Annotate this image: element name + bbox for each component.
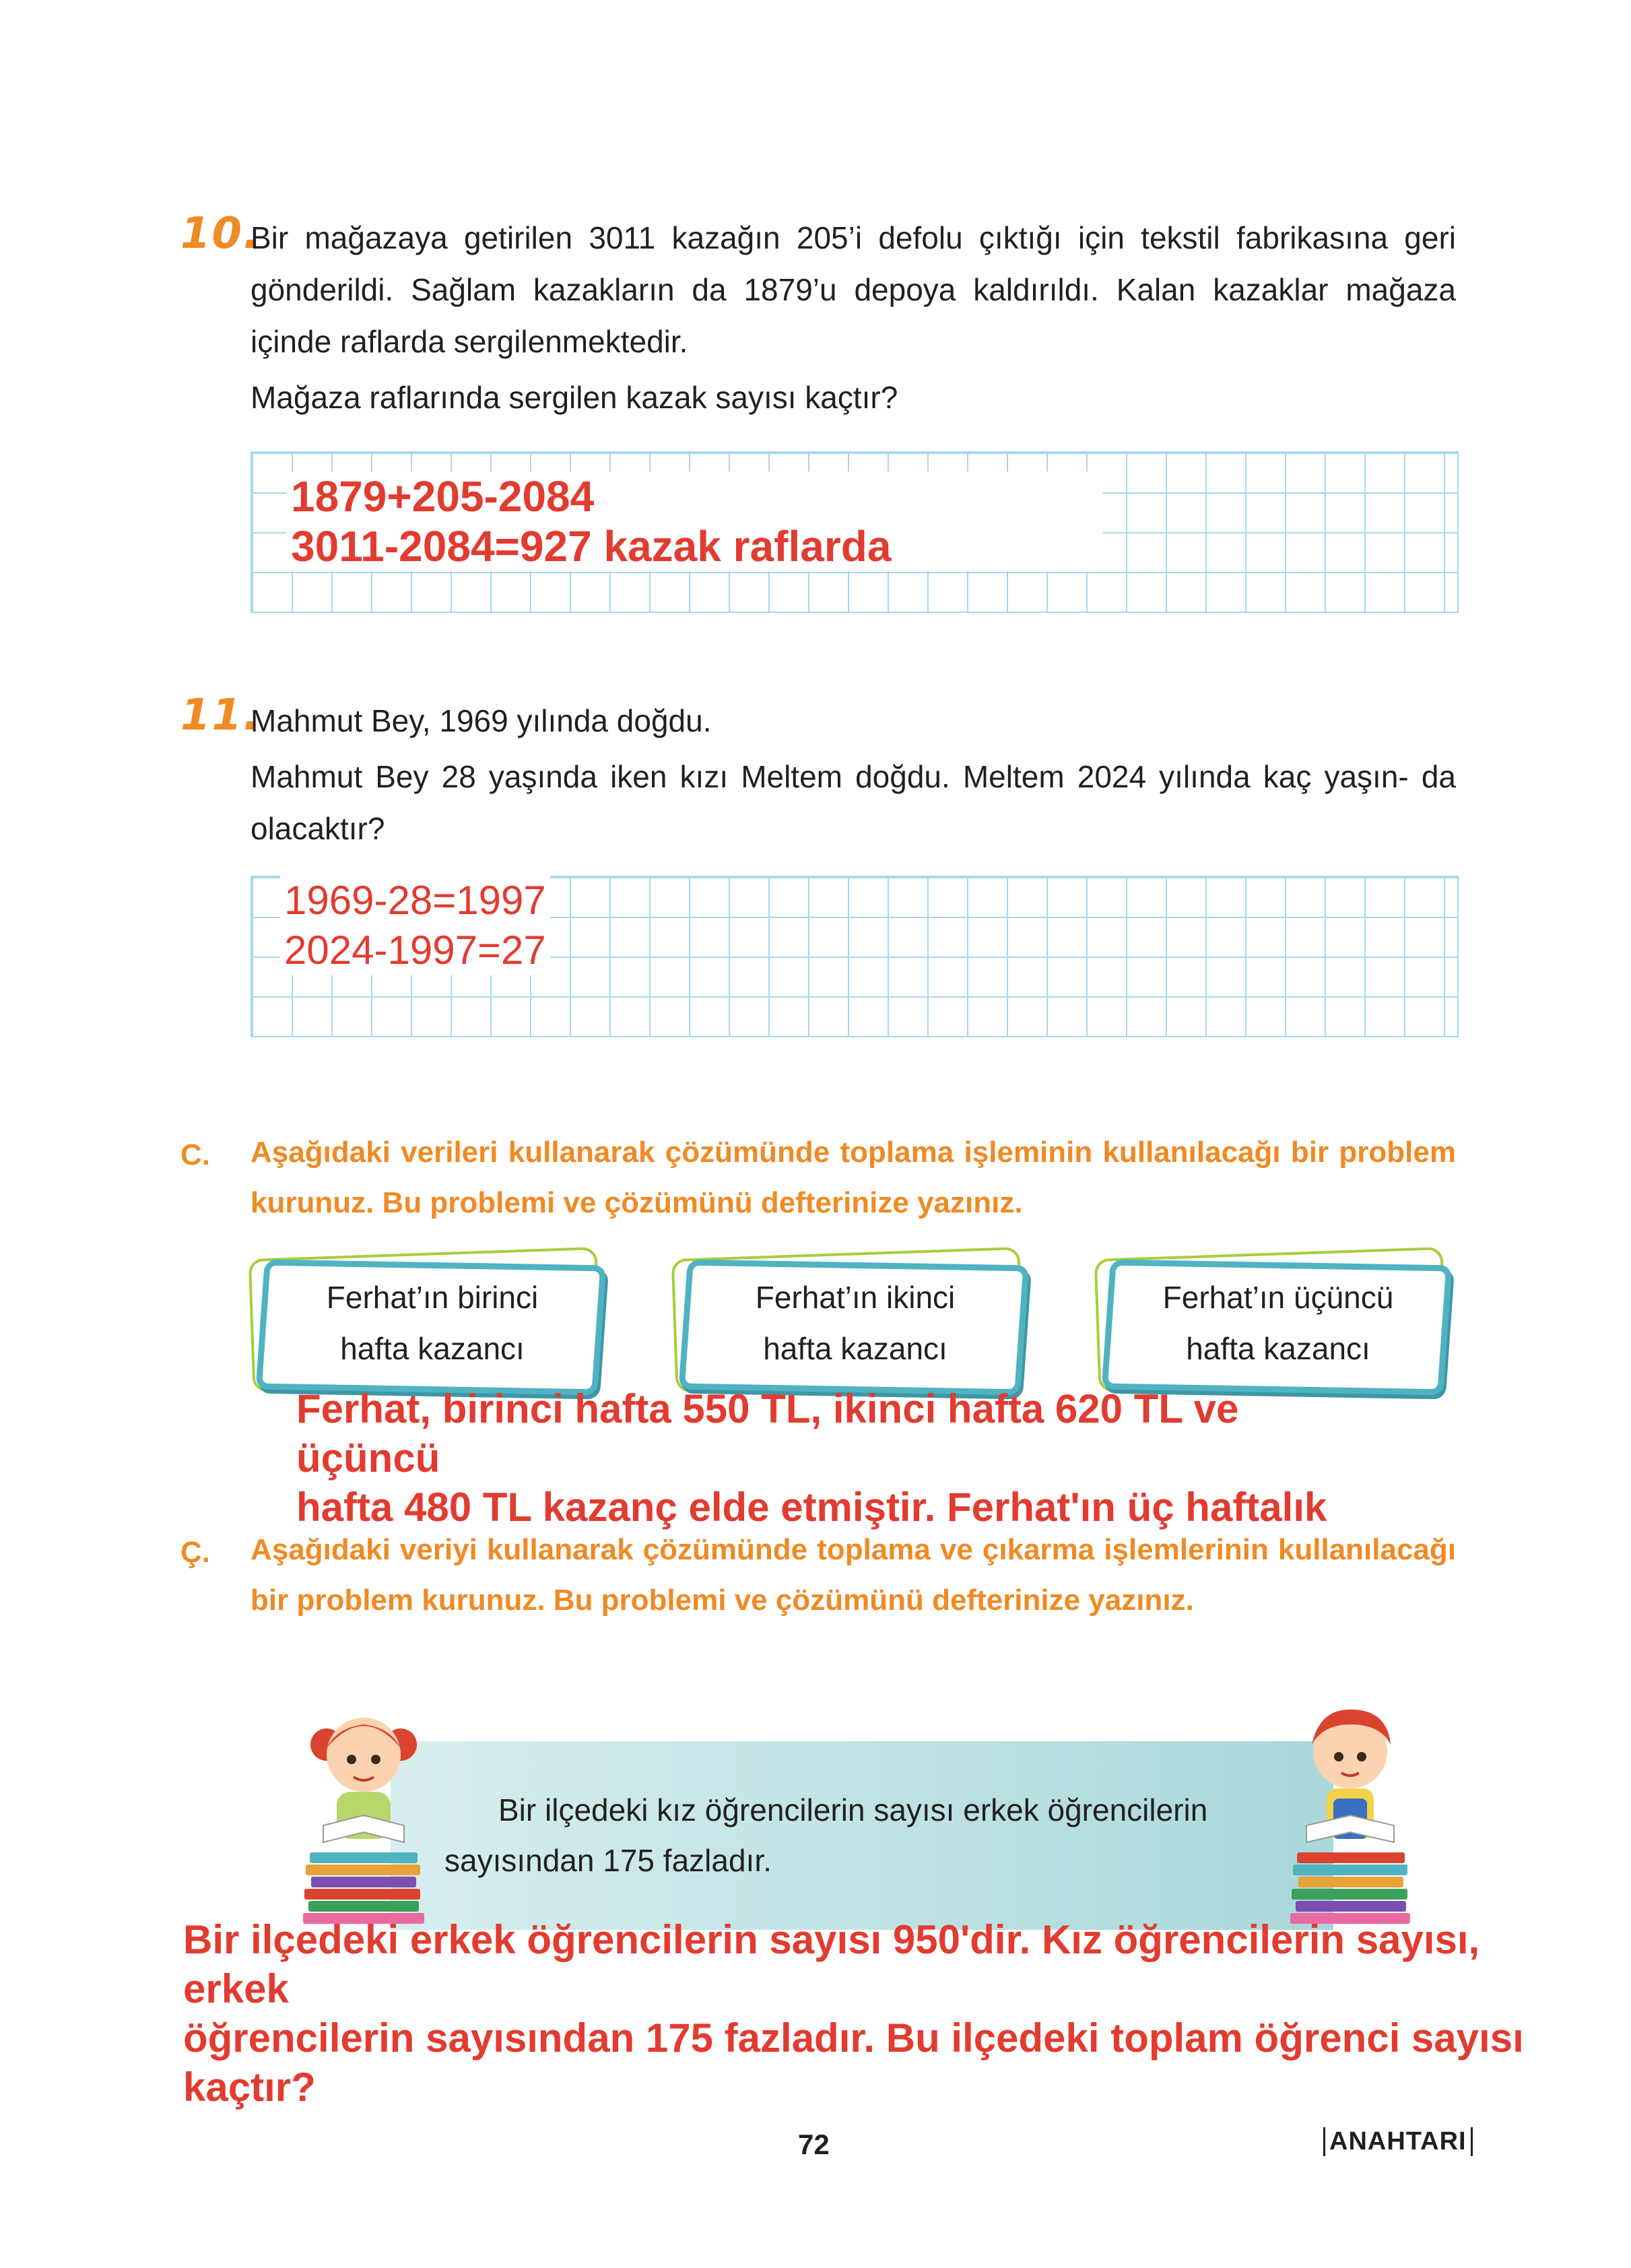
section-cc-answer-line-3: öğrencilerin sayısından 175 fazladır. Bu ilçedeki toplam öğrenci sayısı <box>183 2015 1524 2061</box>
card-label <box>1110 1272 1446 1374</box>
answer-key-label: ANAHTARI <box>1323 2127 1473 2156</box>
question-11-text: Mahmut Bey, 1969 yılında doğdu. <box>251 703 712 738</box>
card-label-line-1: Ferhat’ın ikinci <box>755 1280 956 1315</box>
data-card-week-1 <box>251 1253 607 1394</box>
section-cc-answer-line-1: Bir ilçedeki erkek öğrencilerin sayısı 950'dir. Kız öğrencilerin sayısı, <box>183 1917 1480 1962</box>
card-label-line-2: hafta kazancı <box>340 1331 525 1366</box>
card-label-line-1: Ferhat’ın birinci <box>326 1280 539 1315</box>
answer-10-line-2: 3011-2084=927 kazak raflarda <box>287 521 1103 571</box>
section-cc-letter: Ç. <box>180 1536 210 1569</box>
answer-11 <box>280 876 550 975</box>
boy-reading-illustration <box>1286 1697 1414 1926</box>
answer-11-line-2: 2024-1997=27 <box>280 926 550 975</box>
section-c-answer <box>296 1384 1455 1532</box>
section-cc-instructions: Aşağıdaki veriyi kullanarak çözümünde toplama ve çıkarma işlemlerinin kullanılacağı bir problem kurunuz. Bu problemi ve çözümünü defterinize yazınız. <box>251 1533 1456 1617</box>
girl-reading-illustration <box>296 1697 431 1926</box>
boy-icon <box>1286 1697 1414 1926</box>
section-c-answer-line-1: Ferhat, birinci hafta 550 TL, ikinci hafta 620 TL ve <box>296 1386 1239 1431</box>
question-10-text: Bir mağazaya getirilen 3011 kazağın 205’i defolu çıktığı için tekstil fabrikasına geri gönderildi. Sağlam kazakların da 1879’u depoya kaldırıldı. Kalan kazaklar mağaza içinde raflarda sergilenmektedir. <box>251 220 1456 359</box>
question-11-prompt: Mahmut Bey 28 yaşında iken kızı Meltem doğdu. Meltem 2024 yılında kaç yaşın- da olacaktır? <box>251 759 1456 846</box>
section-c-answer-line-3: hafta 480 TL kazanç elde etmiştir. Ferhat'ın üç haftalık <box>296 1485 1327 1530</box>
section-c-instructions: Aşağıdaki verileri kullanarak çözümünde toplama işleminin kullanılacağı bir problem kurunuz. Bu problemi ve çözümünü defterinize yazınız. <box>251 1136 1456 1219</box>
answer-10-line-1: 1879+205-2084 <box>287 472 1103 521</box>
data-card-week-3 <box>1096 1253 1453 1394</box>
card-label <box>264 1272 601 1374</box>
card-label <box>687 1272 1024 1374</box>
section-c-letter: C. <box>180 1138 210 1171</box>
data-box <box>391 1741 1333 1930</box>
card-label-line-2: hafta kazancı <box>1186 1331 1370 1366</box>
question-10-prompt: Mağaza raflarında sergilen kazak sayısı kaçtır? <box>251 380 898 415</box>
girl-icon <box>296 1697 431 1926</box>
answer-10 <box>287 472 1103 571</box>
answer-11-line-1: 1969-28=1997 <box>280 876 550 926</box>
section-c-answer-line-2: üçüncü <box>296 1435 440 1481</box>
data-card-week-2 <box>673 1253 1030 1394</box>
question-number-10: 10. <box>180 209 261 259</box>
page-number: 72 <box>798 2129 830 2160</box>
question-number-11: 11. <box>180 690 261 740</box>
section-cc-answer-line-4: kaçtır? <box>183 2065 316 2110</box>
section-cc-answer <box>183 1915 1597 2112</box>
section-cc-answer-line-2: erkek <box>183 1966 289 2011</box>
card-label-line-1: Ferhat’ın üçüncü <box>1162 1280 1394 1315</box>
card-label-line-2: hafta kazancı <box>763 1331 947 1366</box>
data-box-text: Bir ilçedeki kız öğrencilerin sayısı erkek öğrencilerin sayısından 175 fazladır. <box>444 1792 1208 1878</box>
